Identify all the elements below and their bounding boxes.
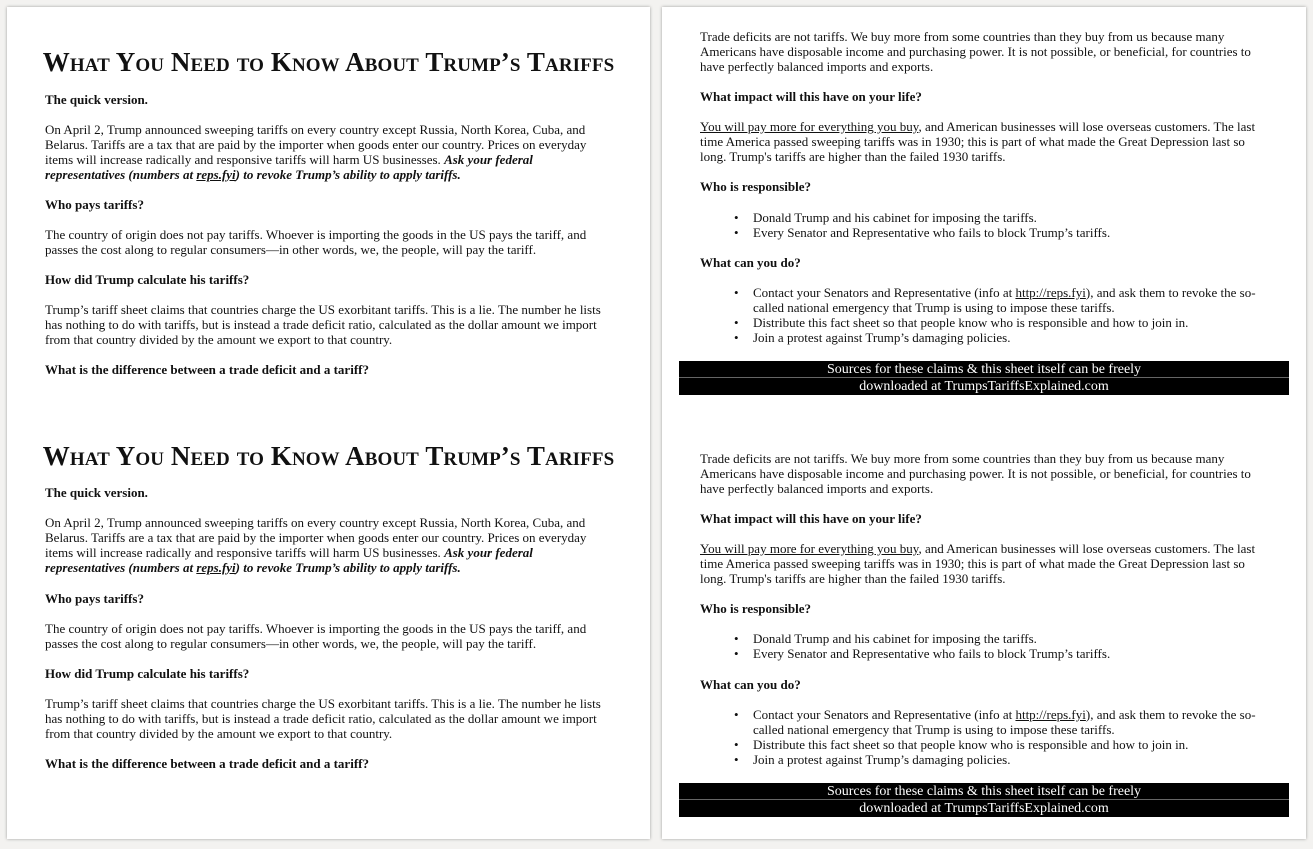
banner-line: downloaded at TrumpsTariffsExplained.com (859, 801, 1109, 816)
list-item: • Every Senator and Representative who fails to block Trump’s tariffs. (753, 225, 1265, 240)
heading-impact: What impact will this have on your life? (700, 89, 922, 104)
list-item: • Distribute this fact sheet so that people know who is responsible and how to join in. (753, 737, 1265, 752)
call-to-action-part: Ask your federal representatives (numbers at (45, 152, 533, 182)
reps-fyi-link[interactable]: reps.fyi (196, 560, 236, 575)
page-front (7, 7, 650, 839)
paragraph-deficit-explained: Trade deficits are not tariffs. We buy more from some countries than they buy from us because many Americans have disposable income and purchasing power. It is not possible, or beneficial, for countries to have perfectly balanced imports and exports. (700, 29, 1251, 74)
paragraph-quick-version (45, 515, 607, 575)
call-to-action-part: Ask your federal representatives (numbers at (45, 545, 533, 575)
quick-version-text: On April 2, Trump announced sweeping tariffs on every country except Russia, North Korea, Cuba, and Belarus. Tariffs are a tax that are paid by the importer when goods enter our country. Prices on everyday items will increase radically and responsive tariffs will harm US businesses. (45, 122, 587, 167)
reps-url-link[interactable]: http://reps.fyi (1015, 285, 1086, 300)
paragraph-impact (700, 119, 1265, 164)
action-text: ), and ask them to revoke the so-called national emergency that Trump is using to impose these tariffs. (753, 707, 1256, 737)
list-item: • Donald Trump and his cabinet for imposing the tariffs. (753, 210, 1265, 225)
heading-what-can-you-do: What can you do? (700, 677, 801, 692)
heading-deficit-vs-tariff: What is the difference between a trade deficit and a tariff? (45, 756, 369, 771)
heading-impact: What impact will this have on your life? (700, 511, 922, 526)
paragraph-who-pays: The country of origin does not pay tariffs. Whoever is importing the goods in the US pays the tariff, and passes the cost along to regular consumers—in other words, we, the people, will pay the tariff. (45, 621, 587, 651)
heading-quick-version: The quick version. (45, 485, 148, 500)
action-text: ), and ask them to revoke the so-called national emergency that Trump is using to impose these tariffs. (753, 285, 1256, 315)
pay-more-link[interactable]: You will pay more for everything you buy (700, 119, 919, 134)
paragraph-how-calculated: Trump’s tariff sheet claims that countries charge the US exorbitant tariffs. This is a lie. The number he lists has nothing to do with tariffs, but is instead a trade deficit ratio, calculated as the dollar amount we import from that country divided by the amount we export to that country. (45, 302, 601, 347)
paragraph-who-pays: The country of origin does not pay tariffs. Whoever is importing the goods in the US pays the tariff, and passes the cost along to regular consumers—in other words, we, the people, will pay the tariff. (45, 227, 587, 257)
heading-deficit-vs-tariff: What is the difference between a trade deficit and a tariff? (45, 362, 369, 377)
sheet-title: What You Need to Know About Trump’s Tariffs (42, 47, 615, 77)
impact-text: , and American businesses will lose overseas customers. The last time America passed sweeping tariffs was in 1930; this is part of what made the Great Depression last so long. Trump's tariffs are higher than the failed 1930 tariffs. (700, 119, 1256, 164)
paragraph-impact (700, 541, 1265, 586)
paragraph-deficit-explained: Trade deficits are not tariffs. We buy more from some countries than they buy from us because many Americans have disposable income and purchasing power. It is not possible, or beneficial, for countries to have perfectly balanced imports and exports. (700, 451, 1251, 496)
responsible-list (700, 631, 1265, 661)
heading-how-calculated: How did Trump calculate his tariffs? (45, 666, 250, 681)
list-item: • Join a protest against Trump’s damaging policies. (753, 330, 1265, 345)
list-item: • Every Senator and Representative who fails to block Trump’s tariffs. (753, 646, 1265, 661)
sources-banner (679, 783, 1289, 817)
banner-line: Sources for these claims & this sheet itself can be freely (826, 362, 1142, 377)
heading-quick-version: The quick version. (45, 92, 148, 107)
call-to-action-part: ) to revoke Trump’s ability to apply tariffs. (235, 167, 461, 182)
list-item: • Distribute this fact sheet so that people know who is responsible and how to join in. (753, 315, 1265, 330)
banner-line: downloaded at TrumpsTariffsExplained.com (859, 379, 1109, 394)
action-list (700, 285, 1265, 345)
impact-text: , and American businesses will lose overseas customers. The last time America passed sweeping tariffs was in 1930; this is part of what made the Great Depression last so long. Trump's tariffs are higher than the failed 1930 tariffs. (700, 541, 1256, 586)
list-item: • Donald Trump and his cabinet for imposing the tariffs. (753, 631, 1265, 646)
paragraph-how-calculated: Trump’s tariff sheet claims that countries charge the US exorbitant tariffs. This is a lie. The number he lists has nothing to do with tariffs, but is instead a trade deficit ratio, calculated as the dollar amount we import from that country divided by the amount we export to that country. (45, 696, 601, 741)
list-item (753, 285, 1265, 315)
list-item: • Join a protest against Trump’s damaging policies. (753, 752, 1265, 767)
action-text: Contact your Senators and Representative (info at (753, 285, 1016, 300)
sources-banner (679, 361, 1289, 395)
action-text: Contact your Senators and Representative (info at (753, 707, 1016, 722)
heading-responsible: Who is responsible? (700, 601, 812, 616)
paragraph-quick-version (45, 122, 607, 182)
heading-who-pays: Who pays tariffs? (45, 591, 144, 606)
call-to-action-part: ) to revoke Trump’s ability to apply tariffs. (235, 560, 461, 575)
sheet-title: What You Need to Know About Trump’s Tariffs (42, 441, 615, 471)
heading-what-can-you-do: What can you do? (700, 255, 801, 270)
reps-fyi-link[interactable]: reps.fyi (196, 167, 236, 182)
reps-url-link[interactable]: http://reps.fyi (1015, 707, 1086, 722)
pay-more-link[interactable]: You will pay more for everything you buy (700, 541, 919, 556)
heading-responsible: Who is responsible? (700, 179, 812, 194)
heading-who-pays: Who pays tariffs? (45, 197, 144, 212)
list-item (753, 707, 1265, 737)
banner-line: Sources for these claims & this sheet itself can be freely (826, 784, 1142, 799)
action-list (700, 707, 1265, 767)
page-back (662, 7, 1306, 839)
quick-version-text: On April 2, Trump announced sweeping tariffs on every country except Russia, North Korea, Cuba, and Belarus. Tariffs are a tax that are paid by the importer when goods enter our country. Prices on everyday items will increase radically and responsive tariffs will harm US businesses. (45, 515, 587, 560)
responsible-list (700, 210, 1265, 240)
heading-how-calculated: How did Trump calculate his tariffs? (45, 272, 250, 287)
